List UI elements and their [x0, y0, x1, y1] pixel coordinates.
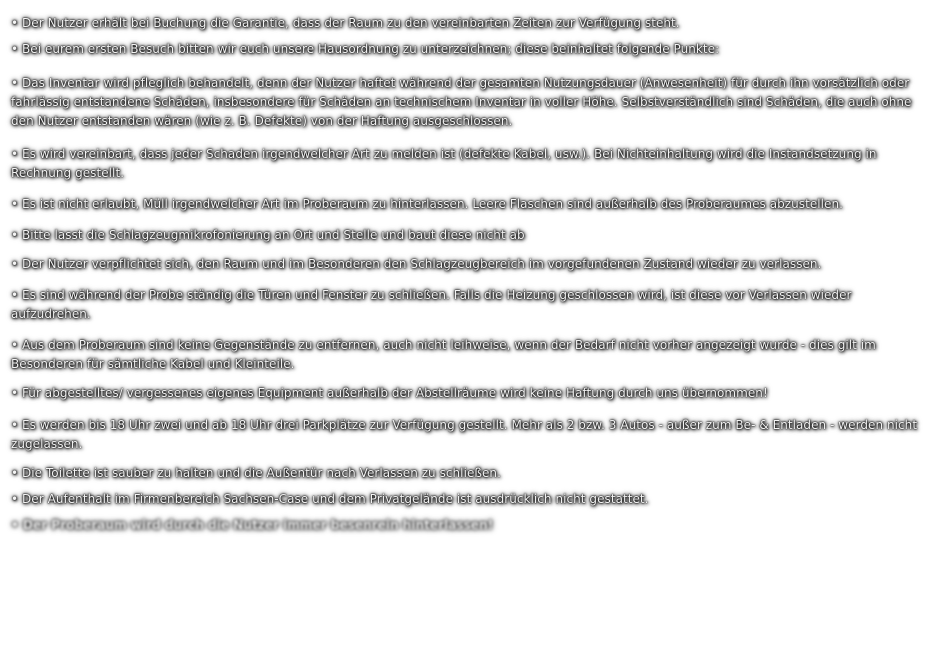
- rule-equipment-liability: • Für abgestelltes/ vergessenes eigenes Equipment außerhalb der Abstellräume wird keine Haftung durch uns übernommen!: [11, 386, 768, 400]
- rule-report-damage: • Es wird vereinbart, dass jeder Schaden irgendwelcher Art zu melden ist (defekte Kabel, usw.). Bei Nichteinhaltung wird die Instandsetzung in Rechnung gestellt.: [11, 147, 877, 180]
- rule-no-trash: • Es ist nicht erlaubt, Müll irgendwelcher Art im Proberaum zu hinterlassen. Leere Flaschen sind außerhalb des Proberaumes abzustellen.: [11, 197, 843, 211]
- rule-private-area: • Der Aufenthalt im Firmenbereich Sachsen-Case und dem Privatgelände ist ausdrücklich nicht gestattet.: [11, 492, 649, 506]
- rule-parking: • Es werden bis 18 Uhr zwei und ab 18 Uhr drei Parkplätze zur Verfügung gestellt. Mehr als 2 bzw. 3 Autos - außer zum Be- & Entladen - werden nicht zugelassen.: [11, 418, 918, 451]
- rule-toilet: • Die Toilette ist sauber zu halten und die Außentür nach Verlassen zu schließen.: [11, 466, 501, 480]
- rule-leave-room-as-found: • Der Nutzer verpflichtet sich, den Raum und im Besonderen den Schlagzeugbereich im vorgefundenen Zustand wieder zu verlassen.: [11, 257, 822, 271]
- house-rules-list: [11, 14, 923, 535]
- rule-doors-windows-heating: • Es sind während der Probe ständig die Türen und Fenster zu schließen. Falls die Heizung geschlossen wird, ist diese vor Verlassen wieder aufzudrehen.: [11, 288, 852, 321]
- rule-booking-guarantee: • Der Nutzer erhält bei Buchung die Garantie, dass der Raum zu den vereinbarten Zeiten zur Verfügung steht.: [11, 16, 680, 30]
- rule-leave-broom-clean: • Der Proberaum wird durch die Nutzer immer besenrein hinterlassen!: [11, 518, 494, 532]
- rule-sign-house-rules: • Bei eurem ersten Besuch bitten wir euch unsere Hausordnung zu unterzeichnen; diese beinhaltet folgende Punkte:: [11, 42, 720, 56]
- rule-drum-microphones: • Bitte lasst die Schlagzeugmikrofonierung an Ort und Stelle und baut diese nicht ab: [11, 228, 525, 242]
- rule-inventory-liability: • Das Inventar wird pfleglich behandelt, denn der Nutzer haftet während der gesamten Nutzungsdauer (Anwesenheit) für durch ihn vorsätzlich oder fahrlässig entstandene Schäden, insbesondere für Schäden an technischem Inventar in voller Höhe. Selbstverständlich sind Schäden, die auch ohne den Nutzer entstanden wären (wie z. B. Defekte) von der Haftung ausgeschlossen.: [11, 76, 912, 128]
- rule-no-removal-of-items: • Aus dem Proberaum sind keine Gegenstände zu entfernen, auch nicht leihweise, wenn der Bedarf nicht vorher angezeigt wurde - dies gilt im Besonderen für sämtliche Kabel und Kleinteile.: [11, 338, 876, 371]
